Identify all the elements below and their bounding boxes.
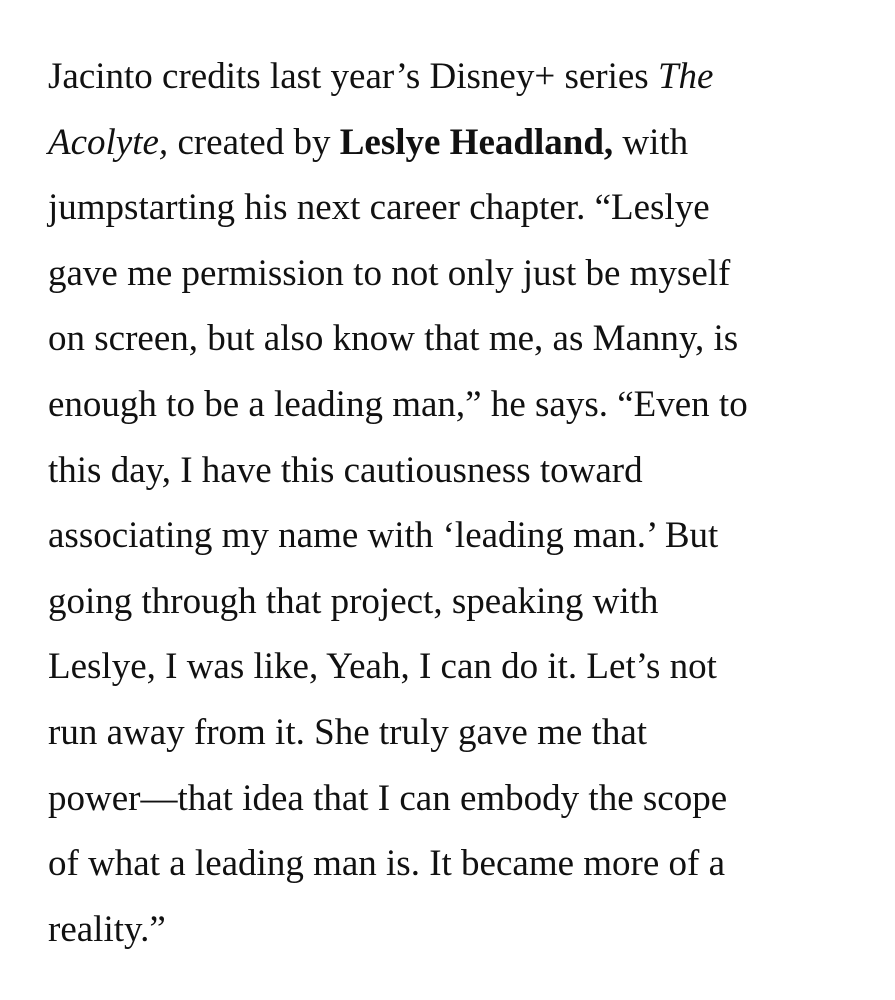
line-2-end-text: with: [613, 121, 689, 163]
article-body: [48, 44, 860, 962]
text-line-12: power—that idea that I can embody the scope: [48, 777, 728, 819]
line-1-text: Jacinto credits last year’s Disney+ series: [48, 56, 658, 97]
text-line-5: on screen, but also know that me, as Manny, is: [48, 318, 739, 360]
text-line-4: gave me permission to not only just be myself: [48, 252, 731, 294]
series-title-part-2: Acolyte,: [48, 121, 169, 163]
text-line-10: Leslye, I was like, Yeah, I can do it. Let’s not: [48, 646, 717, 688]
text-line-8: associating my name with ‘leading man.’ But: [48, 515, 719, 557]
text-line-3: jumpstarting his next career chapter. “Leslye: [48, 187, 710, 229]
text-line-7: this day, I have this cautiousness toward: [48, 449, 643, 491]
quote-paragraph: [48, 44, 860, 962]
series-title-part-1: The: [657, 56, 714, 97]
creator-name: Leslye Headland,: [339, 121, 614, 163]
text-line-1: [48, 44, 860, 110]
text-line-6: enough to be a leading man,” he says. “Even to: [48, 383, 748, 425]
line-2-text: created by: [168, 121, 340, 163]
text-line-2: [48, 110, 860, 176]
text-line-13: of what a leading man is. It became more of a: [48, 843, 726, 885]
text-line-14: reality.”: [48, 908, 166, 950]
text-line-9: going through that project, speaking with: [48, 580, 659, 622]
text-line-11: run away from it. She truly gave me that: [48, 711, 648, 753]
